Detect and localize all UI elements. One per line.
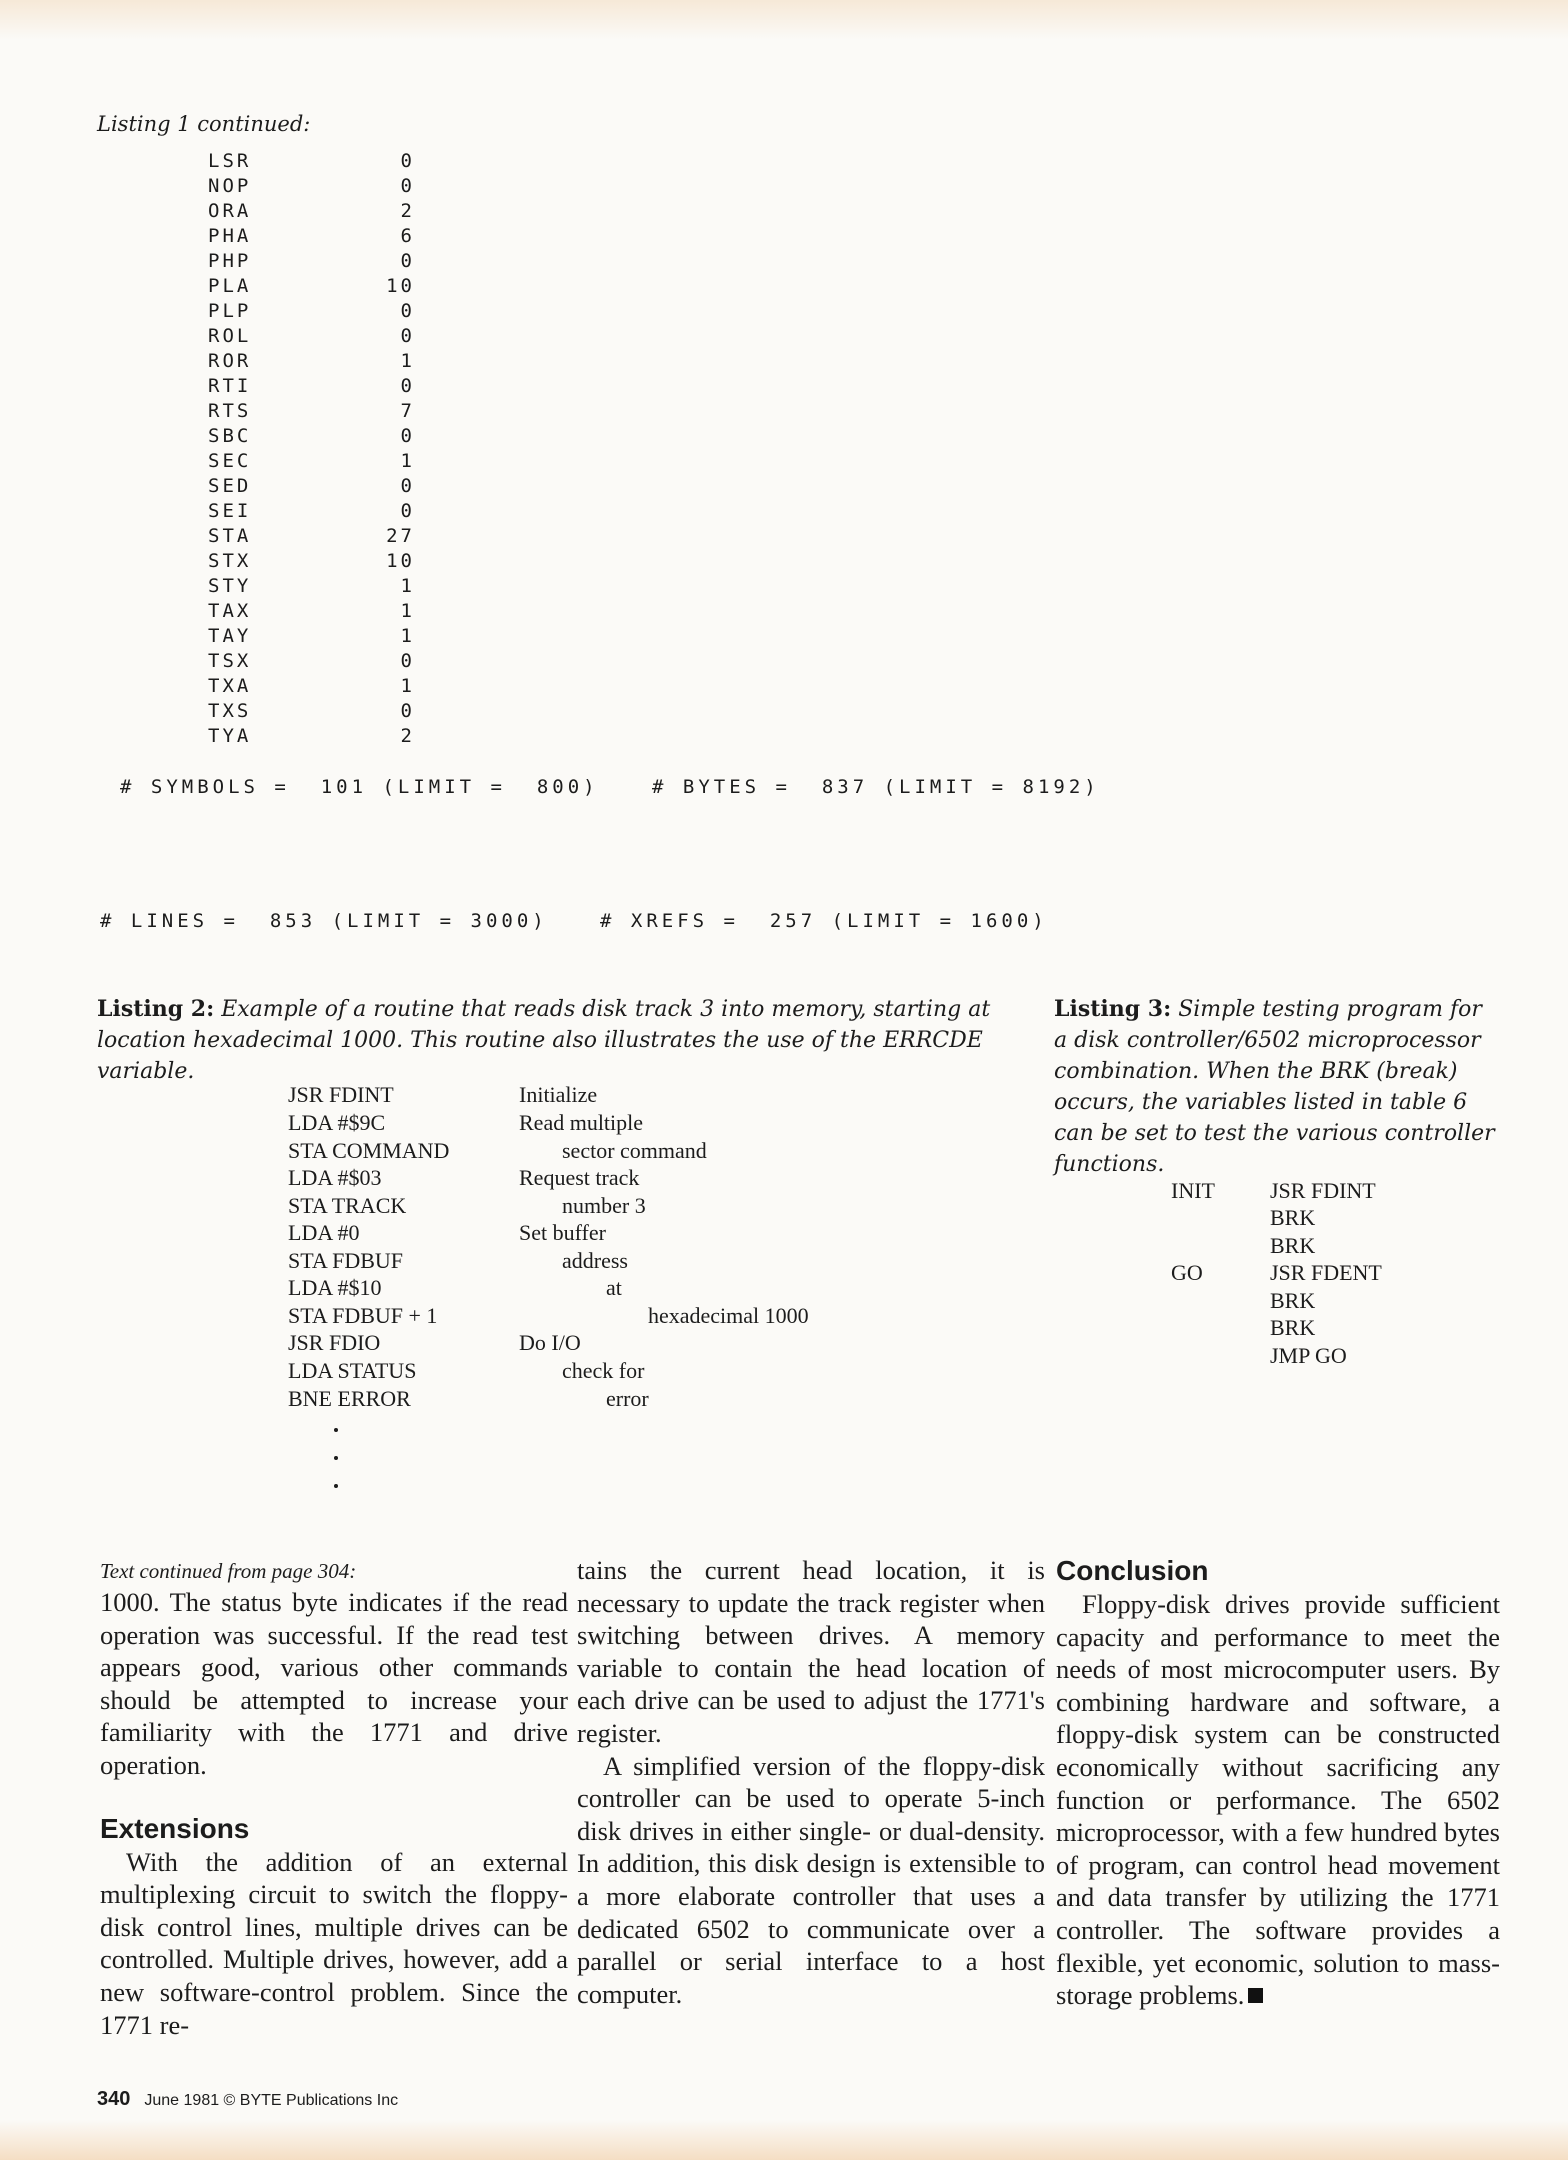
mnemonic: SBC — [208, 425, 252, 447]
paragraph: tains the current head location, it is necessary to update the track register when switching between drives. A memory variable to contain the head location of each drive can be used to adjust the 1771's register. — [577, 1555, 1045, 1748]
count: 7 — [400, 400, 415, 422]
code-comment: hexadecimal 1000 — [648, 1303, 809, 1328]
code-line: JSR FDINT — [288, 1082, 394, 1107]
listing3-caption-text: Simple testing program for a disk controller/6502 microprocessor combination. When the BRK (break) occurs, the variables listed in table 6 can be set to test the various controller functions. — [1054, 997, 1495, 1177]
mnemonic: SEI — [208, 500, 252, 522]
ellipsis-dot — [334, 1428, 338, 1432]
count: 0 — [400, 650, 415, 672]
code-comment: at — [606, 1275, 622, 1300]
count: 6 — [400, 225, 415, 247]
mnemonic: TYA — [208, 725, 252, 747]
count: 1 — [400, 350, 415, 372]
code-label: INIT — [1171, 1178, 1215, 1203]
code-line: JSR FDINT — [1270, 1178, 1376, 1203]
mnemonic: RTI — [208, 375, 252, 397]
issue-line: June 1981 © BYTE Publications Inc — [144, 2092, 399, 2109]
listing3-label: Listing 3: — [1054, 996, 1172, 1022]
mnemonic: PHP — [208, 250, 252, 272]
count: 10 — [386, 275, 415, 297]
mnemonic: STX — [208, 550, 252, 572]
code-comment: sector command — [562, 1138, 707, 1163]
count: 0 — [400, 500, 415, 522]
code-line: BRK — [1270, 1233, 1316, 1258]
count: 0 — [400, 300, 415, 322]
paragraph-text: Floppy-disk drives provide sufficient capacity and performance to meet the needs of most microcomputer users. By combining hardware and software, a floppy-disk system can be constructed economically without sacrificing any function or performance. The 6502 microprocessor, with a few hundred bytes of program, can control head movement and data transfer by utilizing the 1771 controller. The software provides a flexible, yet economic, solution to mass-storage problems. — [1056, 1589, 1500, 2011]
code-comment: Initialize — [519, 1082, 598, 1107]
paper-stain-top — [0, 0, 1568, 40]
count: 1 — [400, 625, 415, 647]
mnemonic: RTS — [208, 400, 252, 422]
mnemonic: ROL — [208, 325, 252, 347]
count: 0 — [400, 700, 415, 722]
mnemonic: ORA — [208, 200, 252, 222]
count: 27 — [386, 525, 415, 547]
code-comment: Request track — [519, 1165, 640, 1190]
paragraph — [1056, 1588, 1500, 2012]
page-footer — [97, 2088, 398, 2111]
code-line: LDA #$10 — [288, 1275, 382, 1300]
code-line: BRK — [1270, 1205, 1316, 1230]
listing2-caption-text: Example of a routine that reads disk track 3 into memory, starting at location hexadecimal 1000. This routine also illustrates the use of the ERRCDE variable. — [97, 997, 991, 1084]
listing2-label: Listing 2: — [97, 996, 215, 1022]
stat-symbols: # SYMBOLS = 101 (LIMIT = 800) — [120, 776, 599, 798]
mnemonic: TAY — [208, 625, 252, 647]
code-line: STA TRACK — [288, 1193, 407, 1218]
code-comment: Read multiple — [519, 1110, 644, 1135]
count: 0 — [400, 250, 415, 272]
code-line: JMP GO — [1270, 1343, 1347, 1368]
code-line: JSR FDENT — [1270, 1260, 1382, 1285]
count: 0 — [400, 425, 415, 447]
mnemonic: TXA — [208, 675, 252, 697]
count: 2 — [400, 200, 415, 222]
mnemonic: PLP — [208, 300, 252, 322]
code-comment: Do I/O — [519, 1330, 581, 1355]
stat-xrefs: # XREFS = 257 (LIMIT = 1600) — [600, 910, 1048, 932]
paragraph: A simplified version of the floppy-disk controller can be used to operate 5-inch disk drives in either single- or dual-density. In addition, this disk design is extensible to a more elaborate controller that uses a dedicated 6502 to communicate over a parallel or serial interface to a host computer. — [577, 1750, 1045, 2009]
listing1-title: Listing 1 continued: — [97, 112, 311, 136]
mnemonic: TXS — [208, 700, 252, 722]
code-line: LDA #0 — [288, 1220, 360, 1245]
code-line: STA COMMAND — [288, 1138, 450, 1163]
body-column-2 — [577, 1554, 1045, 2010]
page-number: 340 — [97, 2088, 131, 2110]
code-comment: Set buffer — [519, 1220, 606, 1245]
section-heading-extensions: Extensions — [100, 1812, 250, 1844]
ellipsis-dot — [334, 1456, 338, 1460]
paragraph: With the addition of an external multiplexing circuit to switch the floppy-disk control lines, multiple drives can be controlled. Multiple drives, however, add a new software-control problem. Since the 1771 re- — [100, 1846, 568, 2040]
mnemonic: PLA — [208, 275, 252, 297]
mnemonic: STA — [208, 525, 252, 547]
listing2-caption — [97, 994, 1032, 1087]
code-line: STA FDBUF + 1 — [288, 1303, 438, 1328]
paper-stain-bottom — [0, 2120, 1568, 2160]
count: 0 — [400, 475, 415, 497]
code-line: STA FDBUF — [288, 1248, 404, 1273]
mnemonic: TAX — [208, 600, 252, 622]
paragraph: 1000. The status byte indicates if the read operation was successful. If the read test appears good, various other commands should be attempted to increase your familiarity with the 1771 and drive operation. — [100, 1587, 568, 1780]
body-column-1 — [100, 1556, 568, 2041]
code-comment: check for — [562, 1358, 645, 1383]
ellipsis-dot — [334, 1484, 338, 1488]
code-line: BNE ERROR — [288, 1386, 411, 1411]
stat-bytes: # BYTES = 837 (LIMIT = 8192) — [652, 776, 1100, 798]
count: 1 — [400, 600, 415, 622]
mnemonic: TSX — [208, 650, 252, 672]
mnemonic: STY — [208, 575, 252, 597]
code-line: JSR FDIO — [288, 1330, 381, 1355]
code-line: LDA #$03 — [288, 1165, 382, 1190]
count: 2 — [400, 725, 415, 747]
mnemonic: LSR — [208, 150, 252, 172]
code-comment: address — [562, 1248, 628, 1273]
count: 1 — [400, 575, 415, 597]
count: 10 — [386, 550, 415, 572]
count: 0 — [400, 175, 415, 197]
mnemonic: PHA — [208, 225, 252, 247]
count: 1 — [400, 450, 415, 472]
count: 0 — [400, 375, 415, 397]
code-line: LDA #$9C — [288, 1110, 386, 1135]
mnemonic: SEC — [208, 450, 252, 472]
code-line: BRK — [1270, 1315, 1316, 1340]
section-heading-conclusion: Conclusion — [1056, 1555, 1209, 1586]
continued-note: Text continued from page 304: — [100, 1559, 357, 1583]
mnemonic: NOP — [208, 175, 252, 197]
code-comment: error — [606, 1386, 649, 1411]
count: 0 — [400, 325, 415, 347]
stat-lines: # LINES = 853 (LIMIT = 3000) — [100, 910, 548, 932]
listing3-caption — [1054, 994, 1500, 1180]
mnemonic: ROR — [208, 350, 252, 372]
end-mark-icon — [1248, 1988, 1263, 2003]
count: 0 — [400, 150, 415, 172]
code-line: LDA STATUS — [288, 1358, 417, 1383]
code-line: BRK — [1270, 1288, 1316, 1313]
body-column-3 — [1056, 1554, 1500, 2012]
code-comment: number 3 — [562, 1193, 646, 1218]
code-label: GO — [1171, 1260, 1203, 1285]
mnemonic: SED — [208, 475, 252, 497]
count: 1 — [400, 675, 415, 697]
